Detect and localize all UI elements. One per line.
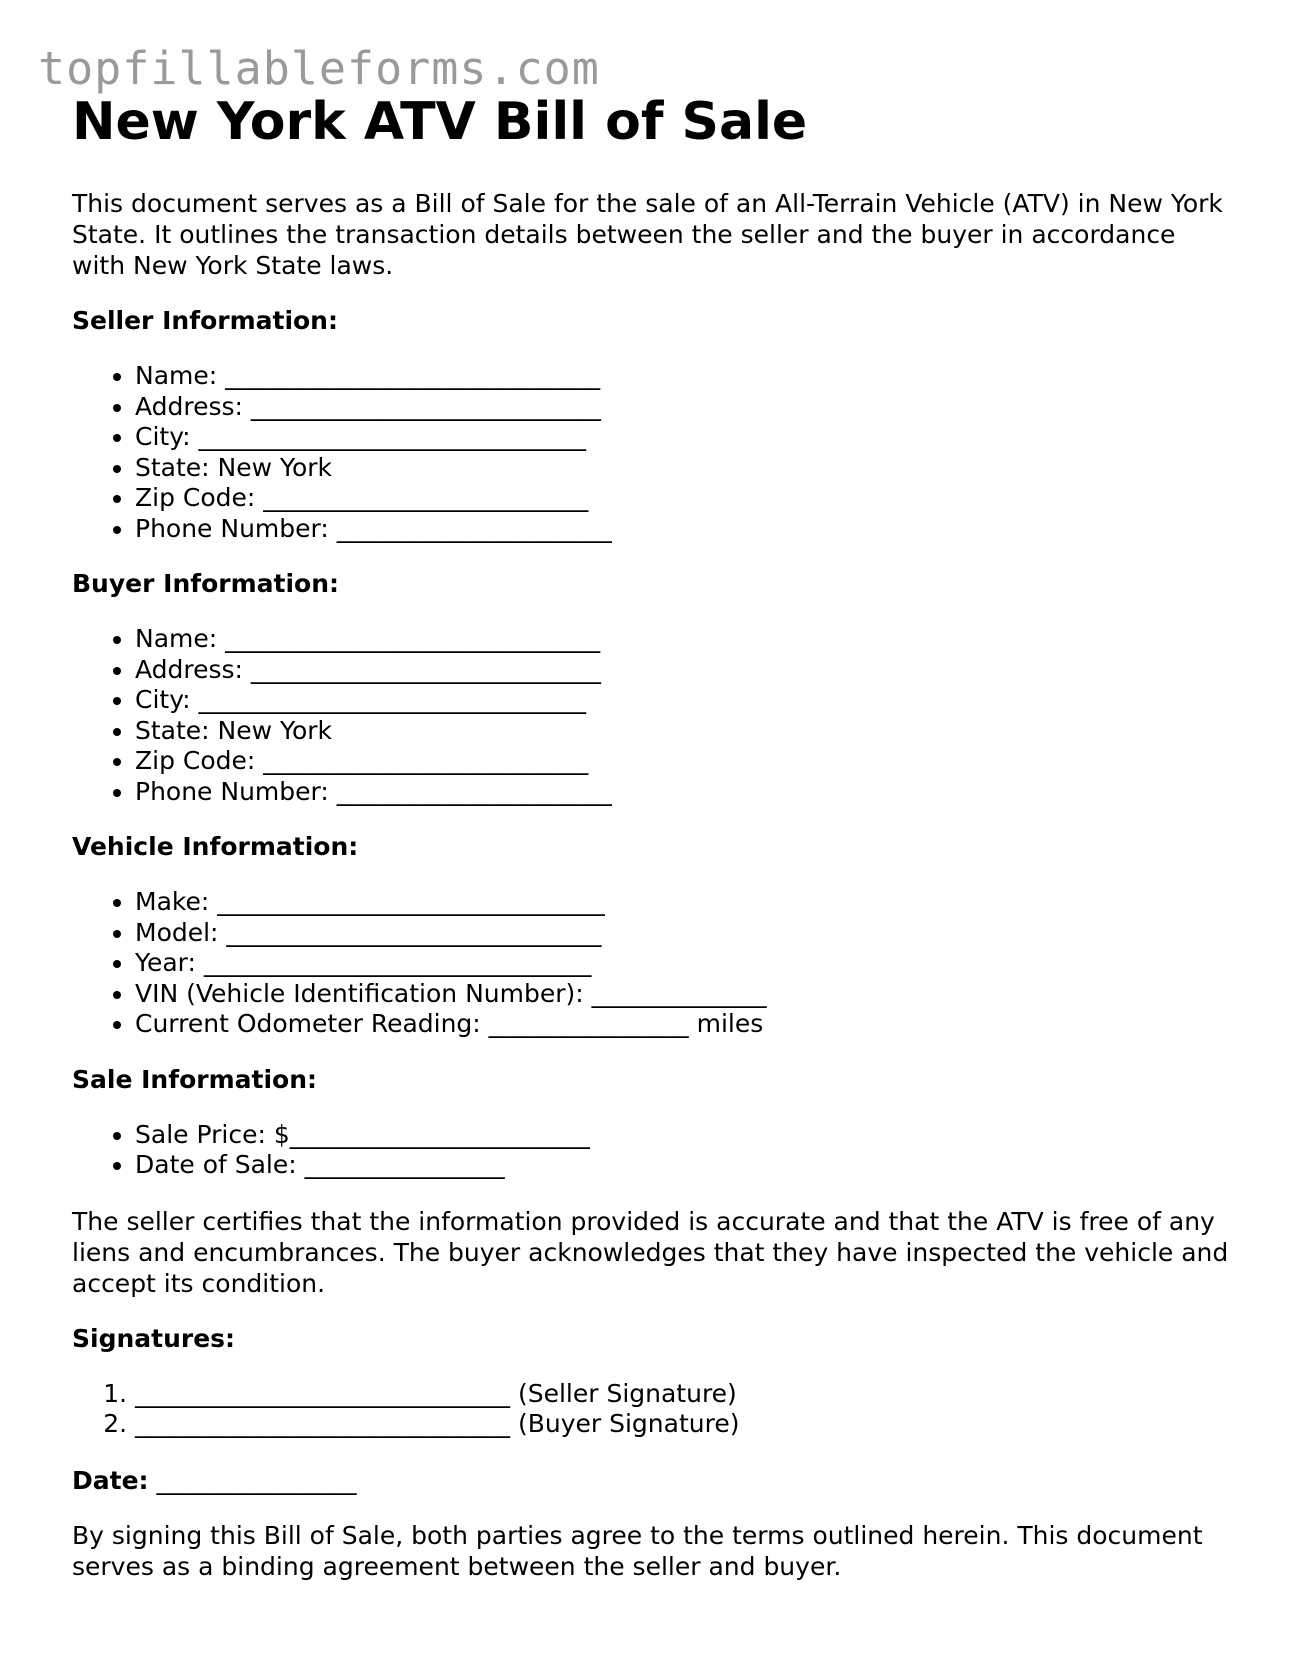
date-field[interactable]: ________________ [156,1465,357,1495]
signatures-heading: Signatures: [72,1323,236,1353]
date-label: Date: [72,1465,149,1495]
buyer-zip-field[interactable]: • Zip Code: __________________________ [135,746,1232,777]
buyer-name-field[interactable]: • Name: ______________________________ [135,624,1232,655]
seller-zip-field[interactable]: • Zip Code: __________________________ [135,483,1232,514]
closing-paragraph: By signing this Bill of Sale, both parties agree to the terms outlined herein. This document serves as a binding agreement between the seller and buyer. [72,1520,1203,1581]
certification-paragraph: The seller certifies that the information provided is accurate and that the ATV is free of any liens and encumbrances. The buyer acknowledges that they have inspected the vehicle and accept its condition. [72,1206,1229,1298]
signatures-list [72,1379,1232,1440]
seller-name-field[interactable]: • Name: ______________________________ [135,361,1232,392]
seller-address-field[interactable]: • Address: ____________________________ [135,392,1232,423]
vehicle-year-field[interactable]: • Year: _______________________________ [135,948,1232,979]
seller-phone-field[interactable]: • Phone Number: ______________________ [135,514,1232,545]
buyer-heading: Buyer Information: [72,569,340,598]
vehicle-vin-field[interactable]: • VIN (Vehicle Identification Number): ______________ [135,979,1232,1010]
sale-heading: Sale Information: [72,1064,317,1094]
page-title: New York ATV Bill of Sale [72,92,808,152]
sale-price-field[interactable]: • Sale Price: $________________________ [135,1120,1232,1151]
sale-date-field[interactable]: • Date of Sale: ________________ [135,1150,1232,1181]
document [72,90,1232,1582]
seller-city-field[interactable]: • City: _______________________________ [135,422,1232,453]
vehicle-make-field[interactable]: • Make: _______________________________ [135,887,1232,918]
seller-state: • State: New York [135,453,1232,484]
date-row [72,1465,1232,1496]
buyer-city-field[interactable]: • City: _______________________________ [135,685,1232,716]
sale-list [72,1120,1232,1181]
vehicle-heading: Vehicle Information: [72,832,359,861]
seller-signature-field[interactable]: 1. ______________________________ (Seller Signature) [135,1379,1232,1410]
intro-paragraph: This document serves as a Bill of Sale for the sale of an All-Terrain Vehicle (ATV) in New York State. It outlines the transaction details between the seller and the buyer in accordance with New York State laws. [72,189,1223,280]
seller-heading: Seller Information: [72,306,338,335]
buyer-state: • State: New York [135,716,1232,747]
buyer-signature-field[interactable]: 2. ______________________________ (Buyer Signature) [135,1409,1232,1440]
vehicle-model-field[interactable]: • Model: ______________________________ [135,918,1232,949]
seller-list [72,361,1232,544]
buyer-list [72,624,1232,807]
watermark: topfillableforms.com [38,42,600,95]
vehicle-odometer-field[interactable]: • Current Odometer Reading: ________________ miles [135,1009,1232,1040]
buyer-address-field[interactable]: • Address: ____________________________ [135,655,1232,686]
vehicle-list [72,887,1232,1040]
buyer-phone-field[interactable]: • Phone Number: ______________________ [135,777,1232,808]
